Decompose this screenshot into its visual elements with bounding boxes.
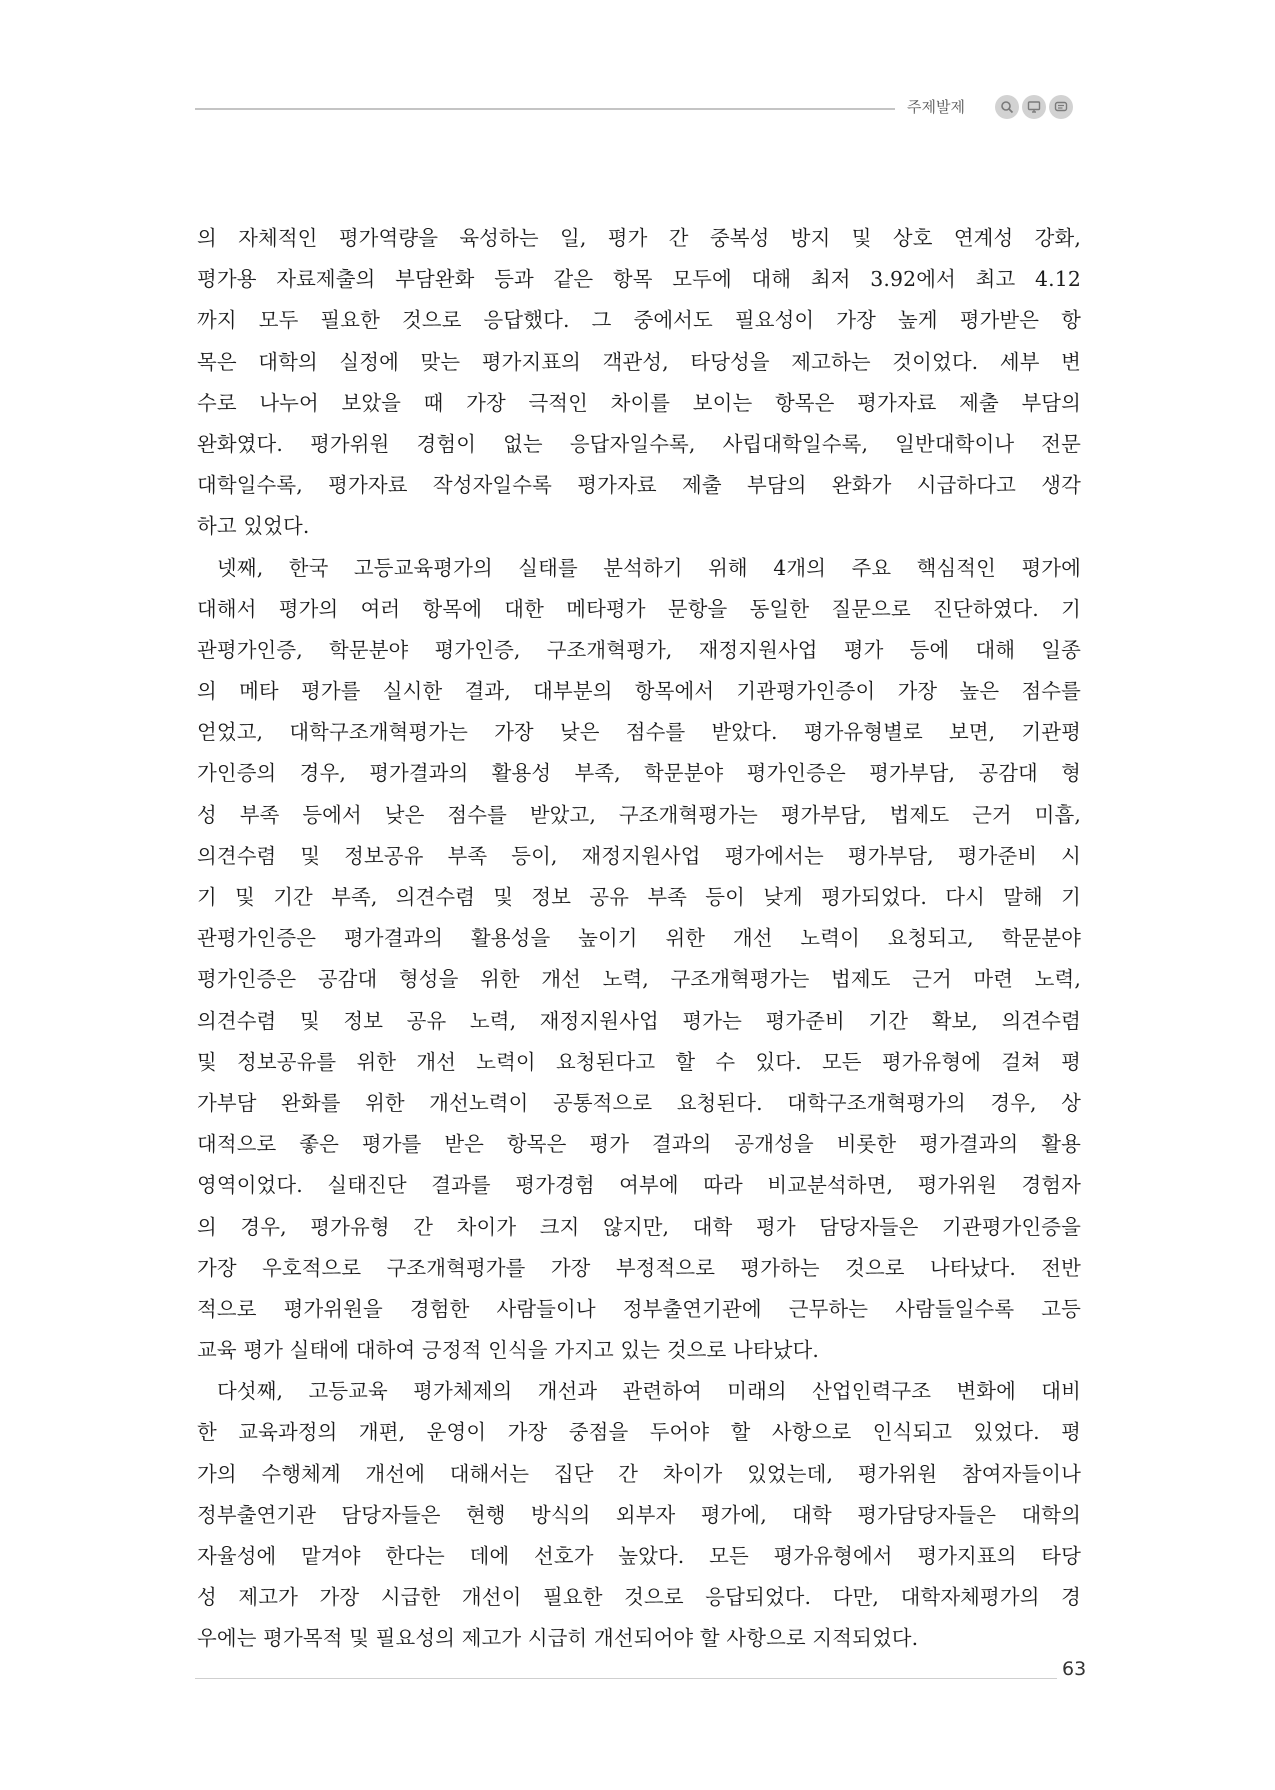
text-line: 적으로 평가위원을 경험한 사람들이나 정부출연기관에 근무하는 사람들일수록 고등 [197,1296,1081,1321]
text-line: 성 부족 등에서 낮은 점수를 받았고, 구조개혁평가는 평가부담, 법제도 근거 미흡, [197,802,1081,827]
text-line: 가장 우호적으로 구조개혁평가를 가장 부정적으로 평가하는 것으로 나타났다. 전반 [197,1255,1081,1280]
text-line: 성 제고가 가장 시급한 개선이 필요한 것으로 응답되었다. 다만, 대학자체평가의 경 [197,1585,1081,1610]
text-line: 다섯째, 고등교육 평가체제의 개선과 관련하여 미래의 산업인력구조 변화에 대비 [217,1379,1081,1404]
text-line: 가의 수행체계 개선에 대해서는 집단 간 차이가 있었는데, 평가위원 참여자들이나 [197,1461,1081,1486]
header-rule [195,108,895,110]
chat-icon [1049,95,1073,119]
text-line: 평가용 자료제출의 부담완화 등과 같은 항목 모두에 대해 최저 3.92에서 최고 4.12 [197,267,1081,292]
text-line: 기 및 기간 부족, 의견수렴 및 정보 공유 부족 등이 낮게 평가되었다. 다시 말해 기 [197,885,1081,909]
text-line: 및 정보공유를 위한 개선 노력이 요청된다고 할 수 있다. 모든 평가유형에 걸쳐 평 [197,1049,1081,1074]
text-line: 가부담 완화를 위한 개선노력이 공통적으로 요청된다. 대학구조개혁평가의 경우, 상 [197,1090,1081,1115]
header-icon-group [995,95,1073,119]
text-line: 평가인증은 공감대 형성을 위한 개선 노력, 구조개혁평가는 법제도 근거 마련 노력, [197,967,1081,992]
running-header [195,88,1090,128]
section-title: 주제발제 [907,98,965,116]
page-number: 63 [1062,1658,1087,1680]
text-line: 정부출연기관 담당자들은 현행 방식의 외부자 평가에, 대학 평가담당자들은 대학의 [197,1502,1081,1527]
text-line: 넷째, 한국 고등교육평가의 실태를 분석하기 위해 4개의 주요 핵심적인 평가에 [217,555,1081,580]
text-line: 수로 나누어 보았을 때 가장 극적인 차이를 보이는 항목은 평가자료 제출 부담의 [197,390,1081,415]
text-line: 하고 있었다. [197,514,310,539]
text-line: 의 경우, 평가유형 간 차이가 크지 않지만, 대학 평가 담당자들은 기관평가인증을 [197,1214,1081,1239]
text-line: 까지 모두 필요한 것으로 응답했다. 그 중에서도 필요성이 가장 높게 평가받은 항 [197,308,1081,333]
text-line: 얻었고, 대학구조개혁평가는 가장 낮은 점수를 받았다. 평가유형별로 보면, 기관평 [197,720,1081,745]
text-line: 우에는 평가목적 및 필요성의 제고가 시급히 개선되어야 할 사항으로 지적되었다. [197,1626,919,1651]
text-line: 대해서 평가의 여러 항목에 대한 메타평가 문항을 동일한 질문으로 진단하였다. 기 [197,596,1081,621]
text-line: 한 교육과정의 개편, 운영이 가장 중점을 두어야 할 사항으로 인식되고 있었다. 평 [197,1420,1081,1445]
text-line: 대적으로 좋은 평가를 받은 항목은 평가 결과의 공개성을 비롯한 평가결과의 활용 [197,1132,1081,1157]
text-line: 관평가인증은 평가결과의 활용성을 높이기 위한 개선 노력이 요청되고, 학문분야 [197,926,1081,951]
text-line: 대학일수록, 평가자료 작성자일수록 평가자료 제출 부담의 완화가 시급하다고 생각 [197,473,1081,498]
text-line: 의견수렴 및 정보공유 부족 등이, 재정지원사업 평가에서는 평가부담, 평가준비 시 [197,843,1081,868]
monitor-icon [1022,95,1046,119]
text-line: 영역이었다. 실태진단 결과를 평가경험 여부에 따라 비교분석하면, 평가위원 경험자 [197,1173,1081,1198]
text-line: 의견수렴 및 정보 공유 노력, 재정지원사업 평가는 평가준비 기간 확보, 의견수렴 [197,1008,1081,1033]
text-line: 교육 평가 실태에 대하여 긍정적 인식을 가지고 있는 것으로 나타났다. [197,1338,820,1363]
text-line: 목은 대학의 실정에 맞는 평가지표의 객관성, 타당성을 제고하는 것이었다. 세부 변 [197,349,1081,374]
body-text [197,218,1081,1660]
text-line: 의 메타 평가를 실시한 결과, 대부분의 항목에서 기관평가인증이 가장 높은 점수를 [197,679,1081,704]
footer-rule [195,1678,1057,1679]
search-icon [995,95,1019,119]
text-line: 의 자체적인 평가역량을 육성하는 일, 평가 간 중복성 방지 및 상호 연계성 강화, [197,226,1081,250]
text-line: 완화였다. 평가위원 경험이 없는 응답자일수록, 사립대학일수록, 일반대학이나 전문 [197,431,1081,456]
text-line: 자율성에 맡겨야 한다는 데에 선호가 높았다. 모든 평가유형에서 평가지표의 타당 [197,1544,1081,1568]
text-line: 가인증의 경우, 평가결과의 활용성 부족, 학문분야 평가인증은 평가부담, 공감대 형 [197,761,1081,786]
text-line: 관평가인증, 학문분야 평가인증, 구조개혁평가, 재정지원사업 평가 등에 대해 일종 [197,637,1081,662]
